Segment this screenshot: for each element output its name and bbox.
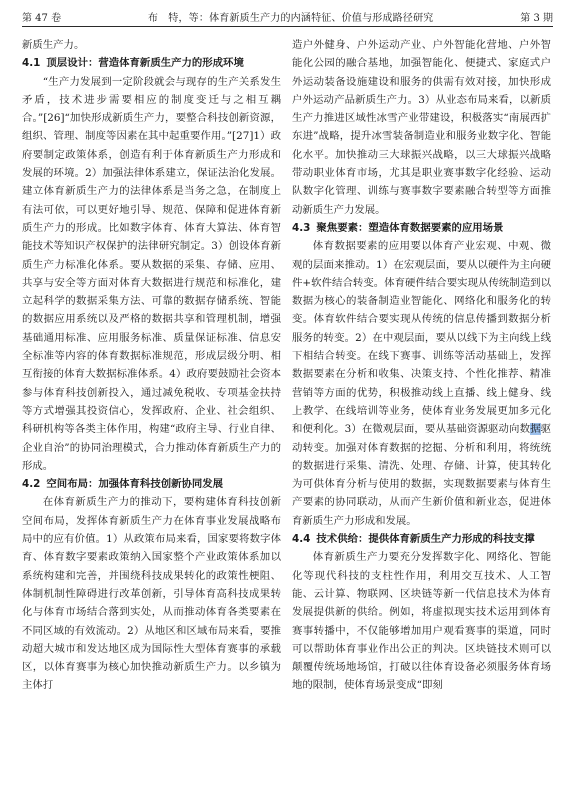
article-title: 布 特，等：体育新质生产力的内涵特征、价值与形成路径研究: [147, 13, 434, 24]
section-number: 4.2: [22, 478, 41, 491]
text-selection-highlight[interactable]: 据: [530, 423, 541, 436]
section-heading: [22, 475, 281, 493]
section-heading: [22, 54, 281, 72]
paragraph: 新质生产力。: [22, 39, 85, 51]
section-title: 聚焦要素：塑造体育数据要素的应用场景: [316, 221, 504, 234]
paragraph: 在体育新质生产力的推动下，要构建体育科技创新空间布局，发挥体育新质生产力在体育事业发展战略布局中的应有价值。1）从政策布局来看，国家要将数字体育、体育数字要素政策纳入国家整个产业政策体系加以系统构建和完善，并围绕科技成果转化的政策性梗阻、体制机制性障碍进行改革创新，引导体育高科技成果转化与体育市场结合落到实处，从而推动体育各类要素在不同区域的有效流动。2）从地区和区域布局来看，要推动超大城市和发达地区成为国际性大型体育赛事的承载区，以体育赛事为核心加快推动新质生产力。以乡镇为主体打: [22, 496, 281, 692]
section-heading: [292, 530, 551, 548]
volume-label: 第 47 卷: [22, 13, 62, 24]
section-number: 4.4: [292, 533, 311, 546]
section-title: 空间布局：加强体育科技创新协同发展: [46, 478, 224, 491]
section-title: 技术供给：提供体育新质生产力形成的科技支撑: [316, 533, 535, 546]
paragraph: “生产力发展到一定阶段就会与现存的生产关系发生矛盾，技术进步需要相应的制度变迁与之相互耦合。”[26]“加快形成新质生产力，要整合科技创新资源，组织、管理、制度等因素在其中起重要作用。”[27]1）政府要制定政策体系，创造有利于体育新质生产力形成和发展的环境。2）加强法律体系建立，保证法治化发展。建立体育新质生产力的法律体系是当务之急，在制度上有法可依，可以更好地引导、规范、保障和促进体育新质生产力的形成。比如数字体育、体育大算法、体育智能技术等知识产权保护的法律研究制定。3）创设体育新质生产力标准化体系。要从数据的采集、存储、应用、共享与安全等方面对体育大数据进行规范和标准化，建立起科学的数据采集方法、可靠的数据存储系统、智能的数据应用系统以及严格的数据共享和管理机制，增强基础通用标准、应用服务标准、质量保证标准、信息安全标准等内容的体育数据标准规范，形成层级分明、相互衔接的体育大数据标准体系。4）政府要鼓励社会资本参与体育科技创新投入，通过减免税收、专项基金扶持等方式增强其投资信心，发挥政府、企业、社会组织、科研机构等各类主体作用，构建“政府主导、行业自律、企业自治”的协同治理模式，合力推动体育新质生产力的形成。: [22, 75, 281, 472]
section-title: 顶层设计：营造体育新质生产力的形成环境: [46, 57, 244, 70]
paragraph: 造户外健身、户外运动产业、户外智能化营地、户外智能化公园的融合基地，加强智能化、便捷式、家庭式户外运动装备设施建设和服务的供需有效对接，加快形成户外运动产品新质生产力。3）从业态布局来看，以新质生产力推进区域性冰雪产业带建设，积极落实“南展西扩东进”战略，提升冰雪装备制造业和服务业数字化、智能化水平。加快推动三大球振兴战略，以三大球振兴战略带动职业体育市场，尤其是职业赛事数字化经验、运动队数字化管理、训练与赛事数字要素融合转型等方面推动新质生产力发展。: [292, 39, 551, 216]
section-number: 4.1: [22, 57, 41, 70]
running-header: [22, 7, 553, 27]
paragraph: 体育新质生产力要充分发挥数字化、网络化、智能化等现代科技的支柱性作用，利用交互技术、人工智能、云计算、物联网、区块链等新一代信息技术为体育发展提供新的供给。例如，将虚拟现实技术运用到体育赛事转播中，不仅能够增加用户观看赛事的渠道，同时可以帮助体育事业作出公正的判决。区块链技术则可以颠覆传统场地场馆，打破以往体育设备必须服务体育场地的限制，使体育场景变成“即刻: [292, 551, 551, 692]
text-run: 驱动转变。加强对体育数据的挖掘、分析和利用，将统统的数据进行采集、清洗、处理、存储、计算，使其转化为可供体育分析与使用的数据，实现数据要素与体育生产要素的协同联动，从而产生新价值和新业态，促进体育新质生产力形成和发展。: [292, 423, 552, 527]
left-column: [22, 36, 281, 695]
paragraph: [292, 237, 551, 530]
issue-label: 第 3 期: [520, 13, 553, 24]
right-column: [292, 36, 551, 695]
text-run: 体育数据要素的应用要以体育产业宏观、中观、微观的层面来推动。1）在宏观层面，要从以硬件为主向硬件+软件结合转变。体育硬件结合要实现从传统制造到以数据为核心的装备制造业智能化、网络化和服务化的转变。体育软件结合要实现从传统的信息传播到数据分析服务的转变。2）在中观层面，要从以线下为主向线上线下相结合转变。在线下赛事、训练等活动基础上，发挥数据要素在分析和收集、决策支持、个性化推荐、精准营销等方面的优势，积极推动线上直播、线上健身、线上教学、在线培训等业务，使体育业务发展更加多元化和便利化。3）在微观层面，要从基础资源驱动向数: [292, 240, 551, 436]
section-number: 4.3: [292, 221, 311, 234]
section-heading: [292, 219, 551, 237]
